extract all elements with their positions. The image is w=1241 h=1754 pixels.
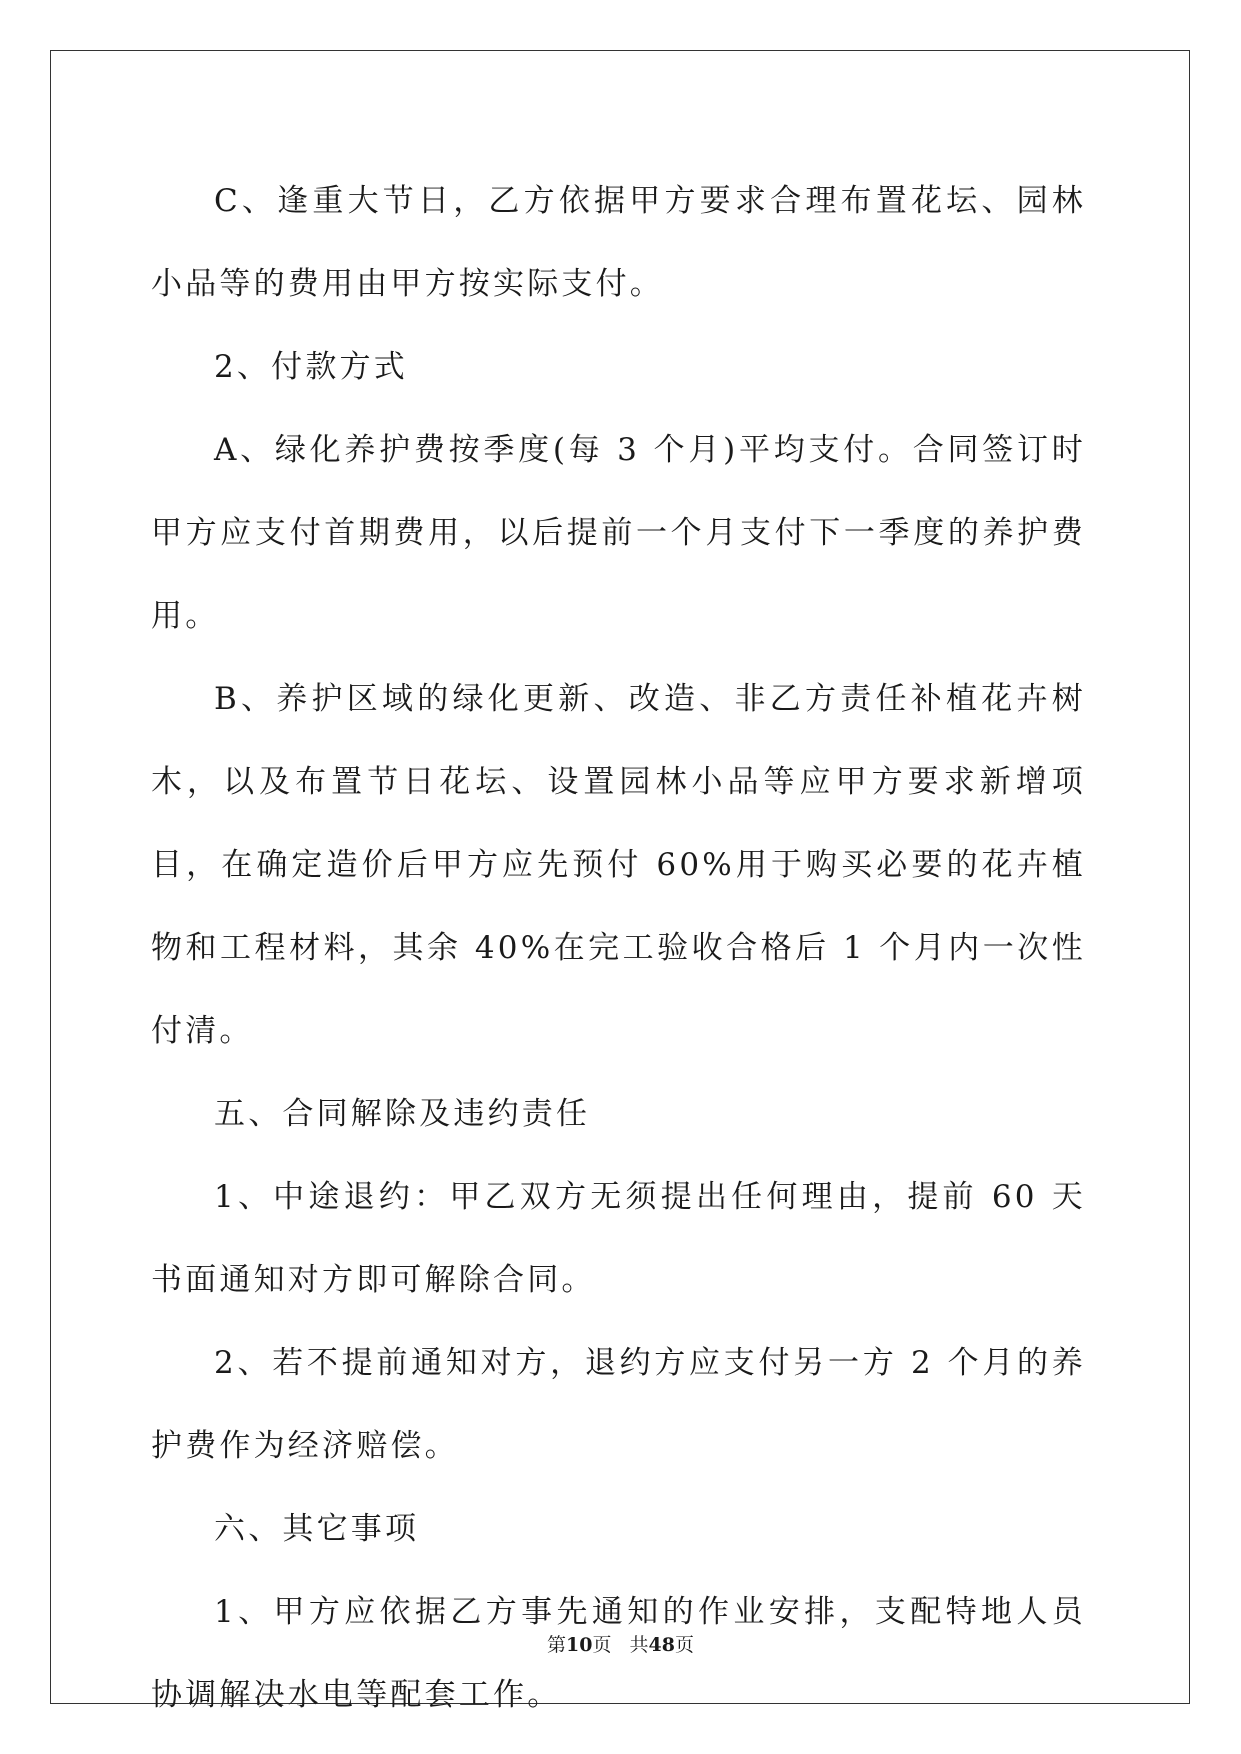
page-footer	[0, 1630, 1241, 1657]
paragraph-compensation: 2、若不提前通知对方，退约方应支付另一方 2 个月的养护费作为经济赔偿。	[151, 1345, 1086, 1464]
paragraph-payment-method-heading: 2、付款方式	[214, 349, 408, 385]
paragraph-early-termination: 1、中途退约：甲乙双方无须提出任何理由，提前 60 天书面通知对方即可解除合同。	[151, 1179, 1086, 1298]
footer-page-unit: 页	[592, 1634, 612, 1656]
paragraph-b-new-projects: B、养护区域的绿化更新、改造、非乙方责任补植花卉树木，以及布置节日花坛、设置园林小品等应甲方要求新增项目，在确定造价后甲方应先预付 60%用于购买必要的花卉植物和工程材料，其余 40%在完工验收合格后 1 个月内一次性付清。	[151, 681, 1086, 1049]
paragraph-coordination: 1、甲方应依据乙方事先通知的作业安排，支配特地人员协调解决水电等配套工作。	[151, 1594, 1086, 1713]
current-page-number: 10	[566, 1634, 593, 1656]
document-body	[151, 160, 1086, 1737]
paragraph-a-quarterly-payment: A、绿化养护费按季度(每 3 个月)平均支付。合同签订时甲方应支付首期费用，以后提前一个月支付下一季度的养护费用。	[151, 432, 1086, 634]
total-pages-number: 48	[648, 1634, 675, 1656]
footer-total-prefix: 共	[629, 1634, 649, 1656]
section-heading-termination: 五、合同解除及违约责任	[214, 1096, 591, 1132]
paragraph-c-holiday-fees: C、逢重大节日，乙方依据甲方要求合理布置花坛、园林小品等的费用由甲方按实际支付。	[151, 183, 1086, 302]
section-heading-other-matters: 六、其它事项	[214, 1511, 420, 1547]
footer-total-unit: 页	[674, 1634, 694, 1656]
footer-prefix: 第	[547, 1634, 567, 1656]
